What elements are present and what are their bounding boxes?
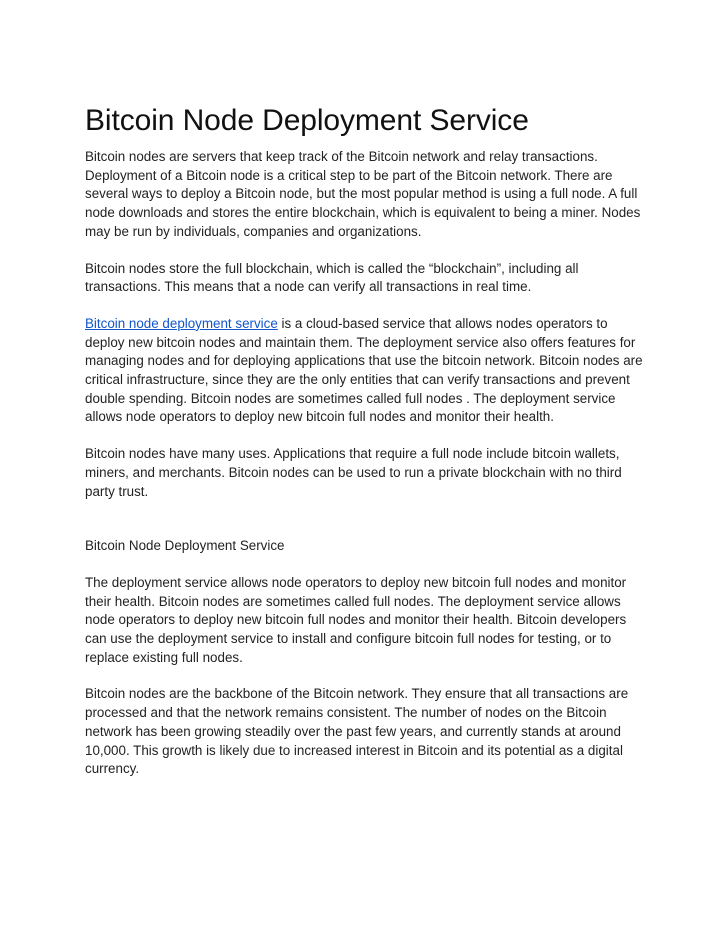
paragraph-intro: Bitcoin nodes are servers that keep track of the Bitcoin network and relay transactions. Deployment of a Bitcoin node is a critical step to be part of the Bitcoin network. There are several ways to deploy a Bitcoin node, but the most popular method is using a full node. A full node downloads and stores the entire blockchain, which is equivalent to being a miner. Nodes may be run by individuals, companies and organizations. [85,149,641,239]
paragraph-deployment: The deployment service allows node operators to deploy new bitcoin full nodes and monitor their health. Bitcoin nodes are sometimes called full nodes. The deployment service allows node operators to deploy new bitcoin full nodes and monitor their health. Bitcoin developers can use the deployment service to install and configure bitcoin full nodes for testing, or to replace existing full nodes. [85,574,627,665]
paragraph-backbone: Bitcoin nodes are the backbone of the Bitcoin network. They ensure that all transactions are processed and that the network remains consistent. The number of nodes on the Bitcoin network has been growing steadily over the past few years, and currently stands at around 10,000. This growth is likely due to increased interest in Bitcoin and its potential as a digital currency. [85,686,629,777]
paragraph-uses: Bitcoin nodes have many uses. Applications that require a full node include bitcoin wallets, miners, and merchants. Bitcoin nodes can be used to run a private blockchain with no third party trust. [85,446,622,499]
deployment-service-link[interactable]: Bitcoin node deployment service [85,315,278,331]
paragraph-blockchain: Bitcoin nodes store the full blockchain, which is called the “blockchain”, including all transactions. This means that a node can verify all transactions in real time. [85,260,579,295]
paragraph-service [85,315,645,427]
paragraph-service-text: is a cloud-based service that allows nodes operators to deploy new bitcoin nodes and maintain them. The deployment service also offers features for managing nodes and for deploying applications that use the bitcoin network. Bitcoin nodes are critical infrastructure, since they are the only entities that can verify transactions and prevent double spending. Bitcoin nodes are sometimes called full nodes . The deployment service allows node operators to deploy new bitcoin full nodes and monitor their health. [85,315,643,425]
page-title: Bitcoin Node Deployment Service [85,104,529,137]
section-subheading: Bitcoin Node Deployment Service [85,538,285,554]
document-page [85,102,645,797]
